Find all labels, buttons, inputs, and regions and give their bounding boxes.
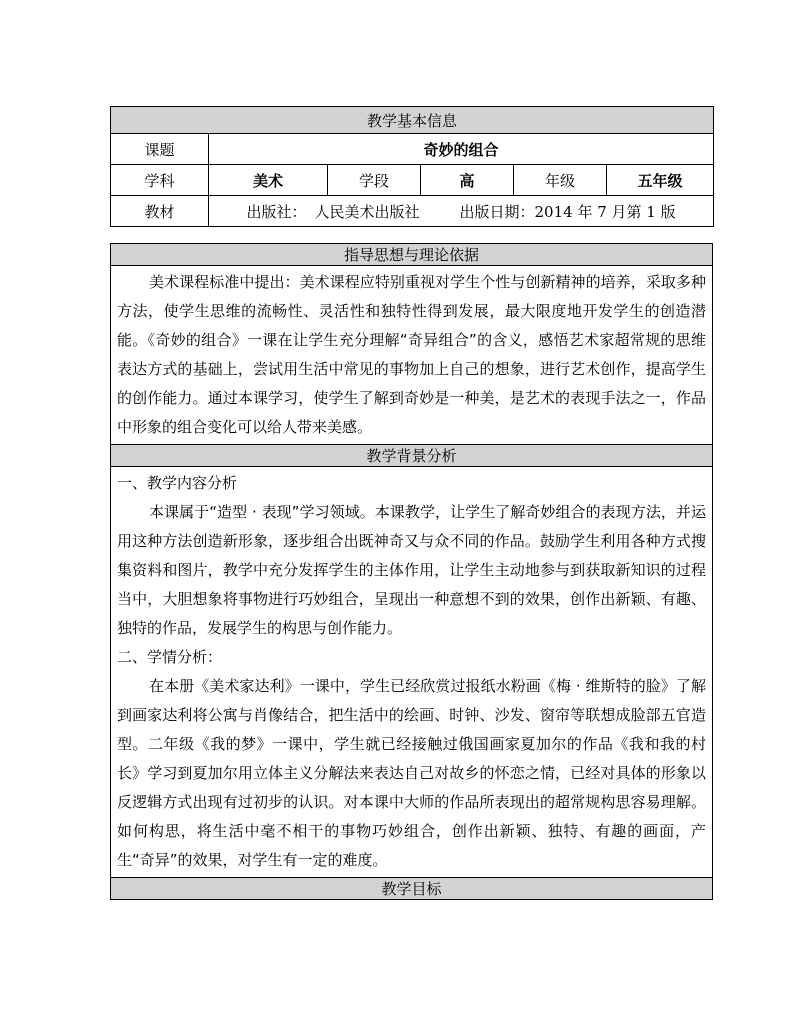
- content-analysis-paragraph: 本课属于“造型 · 表现”学习领域。本课教学，让学生了解奇妙组合的表现方法，并运用这种方法创造新形象，逐步组合出既神奇又与众不同的作品。鼓励学生利用各种方式搜集资料和图片，教学中充分发挥学生的主体作用，让学生主动地参与到获取新知识的过程当中，大胆想象将事物进行巧妙组合，呈现出一种意想不到的效果，创作出新颖、有趣、独特的作品，发展学生的构思与创作能力。: [117, 503, 706, 637]
- basic-info-header: 教学基本信息: [111, 107, 714, 134]
- stage-value: 高: [421, 165, 514, 196]
- details-table: [110, 243, 713, 900]
- grade-label: 年级: [514, 165, 607, 196]
- pubdate-label: 出版日期：: [459, 202, 535, 221]
- content-analysis-heading: 一、教学内容分析: [117, 474, 238, 492]
- objectives-header: 教学目标: [111, 878, 713, 900]
- learner-analysis-paragraph: 在本册《美术家达利》一课中，学生已经欣赏过报纸水粉画《梅 · 维斯特的脸》了解到画家达利将公寓与肖像结合，把生活中的绘画、时钟、沙发、窗帘等联想成脸部五官造型。二年级《我的梦》一课中，学生就已经接触过俄国画家夏加尔的作品《我和我的村长》学习到夏加尔用立体主义分解法来表达自己对故乡的怀恋之情，已经对具体的形象以反逻辑方式出现有过初步的认识。对本课中大师的作品所表现出的超常规构思容易理解。如何构思，将生活中毫不相干的事物巧妙组合，创作出新颖、独特、有趣的画面，产生“奇异”的效果，对学生有一定的难度。: [117, 677, 706, 869]
- topic-label: 课题: [111, 134, 209, 165]
- publisher-label: 出版社：: [246, 202, 307, 221]
- basic-info-table: [110, 106, 714, 227]
- stage-label: 学段: [328, 165, 421, 196]
- background-header: 教学背景分析: [111, 445, 713, 467]
- learner-analysis-heading: 二、学情分析：: [117, 648, 223, 666]
- publisher-value: 人民美术出版社: [314, 202, 420, 221]
- guidance-header: 指导思想与理论依据: [111, 244, 713, 266]
- topic-value: 奇妙的组合: [209, 134, 714, 165]
- grade-value: 五年级: [607, 165, 714, 196]
- guidance-paragraph: 美术课程标准中提出：美术课程应特别重视对学生个性与创新精神的培养，采取多种方法，使学生思维的流畅性、灵活性和独特性得到发展，最大限度地开发学生的创造潜能。《奇妙的组合》一课在让学生充分理解“奇异组合”的含义，感悟艺术家超常规的思维表达方式的基础上，尝试用生活中常见的事物加上自己的想象，进行艺术创作，提高学生的创作能力。通过本课学习，使学生了解到奇妙是一种美，是艺术的表现手法之一，作品中形象的组合变化可以给人带来美感。: [117, 273, 706, 436]
- textbook-value: [209, 196, 714, 227]
- guidance-body: [111, 266, 713, 445]
- subject-label: 学科: [111, 165, 209, 196]
- subject-value: 美术: [209, 165, 328, 196]
- background-body: [111, 467, 713, 878]
- textbook-label: 教材: [111, 196, 209, 227]
- pubdate-value: 2014 年 7 月第 1 版: [534, 202, 676, 221]
